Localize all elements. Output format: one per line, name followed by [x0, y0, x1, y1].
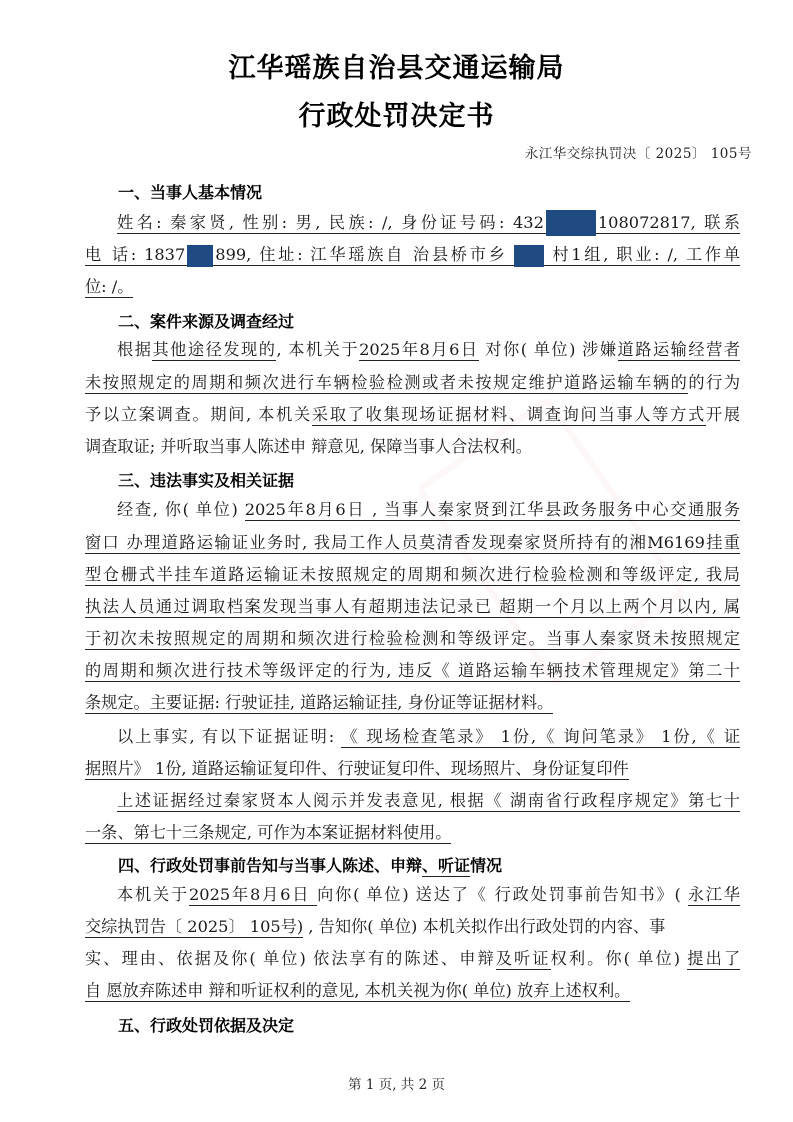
- facts-line: [85, 660, 740, 684]
- redacted-phone-block: [187, 245, 213, 267]
- facts-line: [85, 692, 740, 716]
- evidence-text: 上述证据经过秦家贤本人阅示并发表意见, 根据《 湖南省行政程序规定》第七十: [117, 791, 740, 810]
- notice-text: 永江华: [687, 885, 740, 904]
- party-info-line: [85, 210, 740, 234]
- facts-text: 经查, 你( 单位): [117, 500, 245, 519]
- facts-line: [85, 596, 740, 620]
- heading-text: 、听证: [422, 856, 471, 875]
- evidence-line: [85, 822, 740, 846]
- case-text: 调查取证; 并听取当事人陈述申 辩意见, 保障当事人合法权利。: [85, 437, 532, 456]
- party-info-text: 电 话: 1837: [85, 245, 186, 264]
- facts-text: 执法人员通过调取档案发现当事人有超期违法记录已 超期一个月以上两个月以内, 属: [85, 597, 740, 616]
- facts-line: [85, 628, 740, 652]
- section-heading-facts: 三、违法事实及相关证据: [118, 471, 295, 490]
- case-text: 予以立案调查。期间, 本机关: [85, 405, 312, 424]
- case-source-line: [85, 339, 740, 363]
- section-heading-prior-notice: [118, 853, 502, 876]
- document-number: 永江华交综执罚决〔 2025〕 105号: [524, 146, 752, 162]
- case-source-line: [85, 404, 740, 428]
- notice-text: 自 愿放弃陈述申 辩和听证权利的意见, 本机关视为你( 单位) 放弃上述权利。: [85, 981, 631, 1000]
- case-text: 道路运输经营者: [617, 340, 741, 359]
- facts-line: [85, 499, 740, 523]
- notice-text: 提出了: [687, 949, 741, 968]
- notice-text: 本机关于: [117, 885, 189, 904]
- page-footer: 第 1 页, 共 2 页: [348, 1077, 445, 1093]
- case-text: 根据: [117, 340, 153, 359]
- notice-date: 2025年8月6日: [188, 885, 318, 904]
- redacted-address-block: [514, 245, 544, 267]
- case-text: 未按照规定的周期和频次进行车辆检验检测或者未按规定维护道路运输车辆的: [85, 373, 689, 392]
- party-info-text: 村1组, 职业: /, 工作单: [549, 245, 740, 264]
- notice-line: [85, 916, 740, 940]
- case-text: 其他途径发现的: [152, 340, 277, 359]
- evidence-line: [85, 726, 740, 750]
- evidence-line: [85, 758, 740, 782]
- facts-line: [85, 564, 740, 588]
- notice-text: , 告知你( 单位) 本机关拟作出行政处罚的内容、事: [303, 917, 666, 936]
- evidence-line: [85, 790, 740, 814]
- case-date: 2025年8月6日: [359, 340, 479, 359]
- case-text: , 本机关于: [276, 340, 360, 359]
- party-info-line: [85, 276, 740, 300]
- case-text: 对你( 单位) 涉嫌: [478, 340, 618, 359]
- facts-text: 型仓栅式半挂车道路运输证未按照规定的周期和频次进行检验检测和等级评定, 我局: [85, 565, 740, 584]
- case-text: 采取了收集现场证据材料、调查询问当事人等方式: [311, 405, 706, 424]
- party-info-text: 位: /。: [85, 277, 134, 296]
- party-info-line: [85, 244, 740, 268]
- case-source-line: [85, 372, 740, 396]
- notice-text: 向你( 单位) 送达了《 行政处罚事前告知书》(: [317, 885, 688, 904]
- section-heading-party-info: 一、当事人基本情况: [118, 183, 263, 202]
- notice-number: 交综执罚告〔 2025〕 105号): [85, 917, 304, 936]
- notice-line: [85, 980, 740, 1004]
- notice-text: 及听证: [495, 949, 551, 968]
- case-text: 的行为: [688, 373, 741, 392]
- case-source-line: [85, 436, 740, 460]
- notice-line: [85, 948, 740, 972]
- document-title-type: 行政处罚决定书: [298, 101, 495, 132]
- notice-text: 实、理由、依据及你( 单位) 依法享有的陈述、申辩: [85, 949, 496, 968]
- section-heading-penalty-basis: 五、行政处罚依据及决定: [118, 1016, 295, 1035]
- facts-line: [85, 532, 740, 556]
- section-heading-case-source: 二、案件来源及调查经过: [118, 312, 295, 331]
- evidence-text: 《 现场检查笔录》 1份,《 询问笔录》 1份,《 证: [341, 727, 741, 746]
- heading-text: 情况: [470, 856, 503, 875]
- case-text: 开展: [705, 405, 741, 424]
- facts-text: 窗口 办理道路运输证业务时, 我局工作人员莫清香发现秦家贤所持有的湘M6169挂重: [85, 533, 740, 552]
- redacted-id-block: [546, 210, 596, 236]
- facts-text: 于初次未按照规定的周期和频次进行检验检测和等级评定。当事人秦家贤未按照规定: [85, 629, 740, 648]
- party-info-text: 899, 住址: 江华瑶族自 治县桥市乡: [215, 245, 508, 264]
- document-title-agency: 江华瑶族自治县交通运输局: [228, 53, 565, 84]
- evidence-text: 一条、第七十三条规定, 可作为本案证据材料使用。: [85, 823, 452, 842]
- evidence-text: 据照片》 1份, 道路运输证复印件、行驶证复印件、现场照片、身份证复印件: [85, 759, 629, 778]
- notice-text: 权利。你( 单位): [550, 949, 688, 968]
- heading-text: 四、行政处罚事前告知与当事人陈述、申辩: [118, 856, 423, 875]
- party-info-text: 108072817, 联系: [597, 212, 740, 232]
- facts-text: 的周期和频次进行技术等级评定的行为, 违反《 道路运输车辆技术管理规定》第二十: [85, 661, 740, 680]
- notice-line: [85, 884, 740, 908]
- party-info-text: 姓名: 秦家贤, 性别: 男, 民族: /, 身份证号码: 432: [117, 212, 544, 232]
- facts-text: 条规定。主要证据: 行驶证挂, 道路运输证挂, 身份证等证据材料。: [85, 693, 554, 712]
- facts-text: 2025年8月6日 , 当事人秦家贤到江华县政务服务中心交通服务: [244, 500, 741, 519]
- evidence-text: 以上事实, 有以下证据证明:: [117, 727, 342, 746]
